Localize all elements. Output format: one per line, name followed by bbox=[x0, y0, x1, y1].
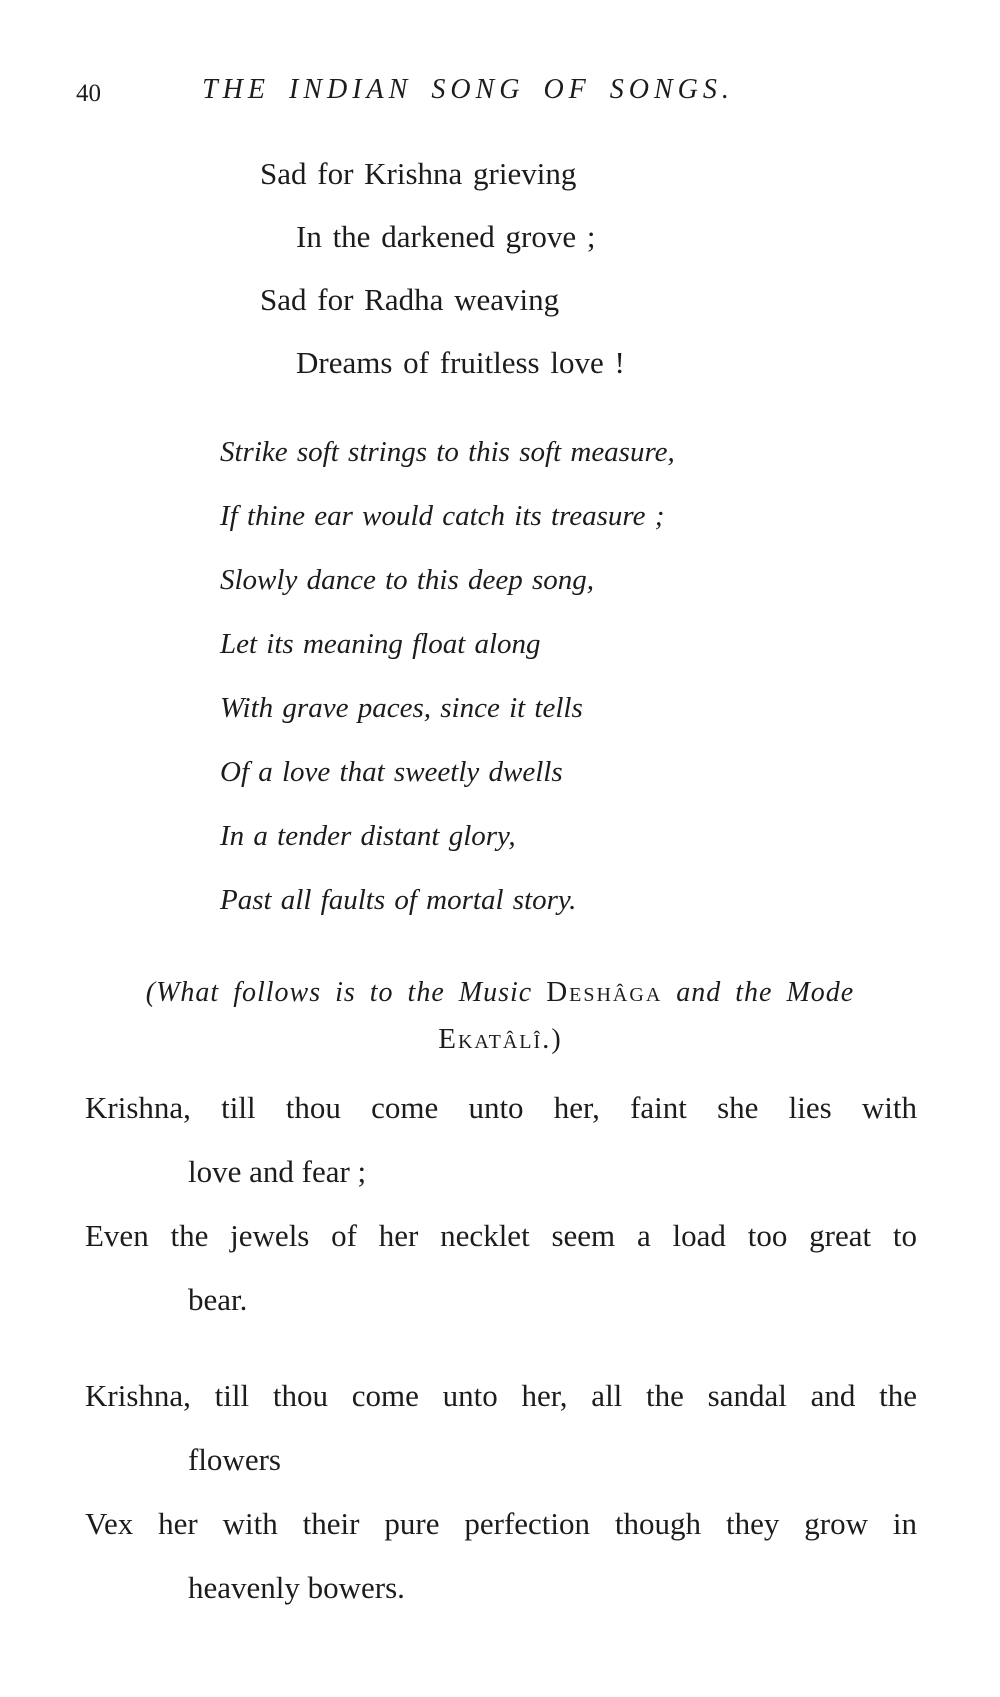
stage-direction-text: (What follows is to the Music bbox=[145, 977, 533, 1008]
stage-direction-line-1 bbox=[0, 969, 1000, 1016]
stage-direction-line-2 bbox=[0, 1016, 1000, 1063]
opening-stanza bbox=[260, 142, 625, 394]
refrain-line: Of a love that sweetly dwells bbox=[220, 756, 563, 788]
hymn-continuation-line: heavenly bowers. bbox=[188, 1570, 405, 1605]
hymn-continuation-line: bear. bbox=[188, 1282, 248, 1317]
hymn-line: Even the jewels of her necklet seem a load too great to bbox=[85, 1218, 917, 1253]
refrain-line: Strike soft strings to this soft measure, bbox=[220, 436, 675, 468]
refrain-line: In a tender distant glory, bbox=[220, 820, 516, 852]
hymn-line: Krishna, till thou come unto her, all the sandal and the bbox=[85, 1378, 917, 1413]
hymn-couplet bbox=[85, 1492, 917, 1620]
refrain-line: With grave paces, since it tells bbox=[220, 692, 583, 724]
refrain-line: Past all faults of mortal story. bbox=[220, 884, 577, 916]
stanza-line: Dreams of fruitless love ! bbox=[296, 345, 625, 380]
hymn-continuation-line: flowers bbox=[188, 1442, 281, 1477]
refrain-verse bbox=[220, 420, 675, 932]
stage-direction-text: and the Mode bbox=[676, 977, 855, 1008]
closing-paren: ) bbox=[551, 1024, 562, 1055]
hymn-line: Vex her with their pure perfection though they grow in bbox=[85, 1506, 917, 1541]
music-name: Deshâga bbox=[546, 976, 663, 1008]
stanza-line: Sad for Krishna grieving bbox=[260, 156, 577, 191]
hymn-line: Krishna, till thou come unto her, faint she lies with bbox=[85, 1090, 917, 1125]
mode-name: Ekatâlî. bbox=[438, 1023, 552, 1055]
stanza-line: Sad for Radha weaving bbox=[260, 282, 560, 317]
hymn-continuation-line: love and fear ; bbox=[188, 1154, 367, 1189]
page-number: 40 bbox=[76, 80, 101, 107]
refrain-line: Let its meaning float along bbox=[220, 628, 541, 660]
hymn-couplet bbox=[85, 1364, 917, 1492]
refrain-line: If thine ear would catch its treasure ; bbox=[220, 500, 665, 532]
stage-direction bbox=[0, 969, 1000, 1063]
refrain-line: Slowly dance to this deep song, bbox=[220, 564, 595, 596]
hymn-stanzas bbox=[85, 1076, 917, 1620]
stanza-line: In the darkened grove ; bbox=[296, 219, 596, 254]
hymn-couplet bbox=[85, 1076, 917, 1204]
hymn-couplet bbox=[85, 1204, 917, 1332]
running-title: THE INDIAN SONG OF SONGS. bbox=[202, 74, 734, 105]
